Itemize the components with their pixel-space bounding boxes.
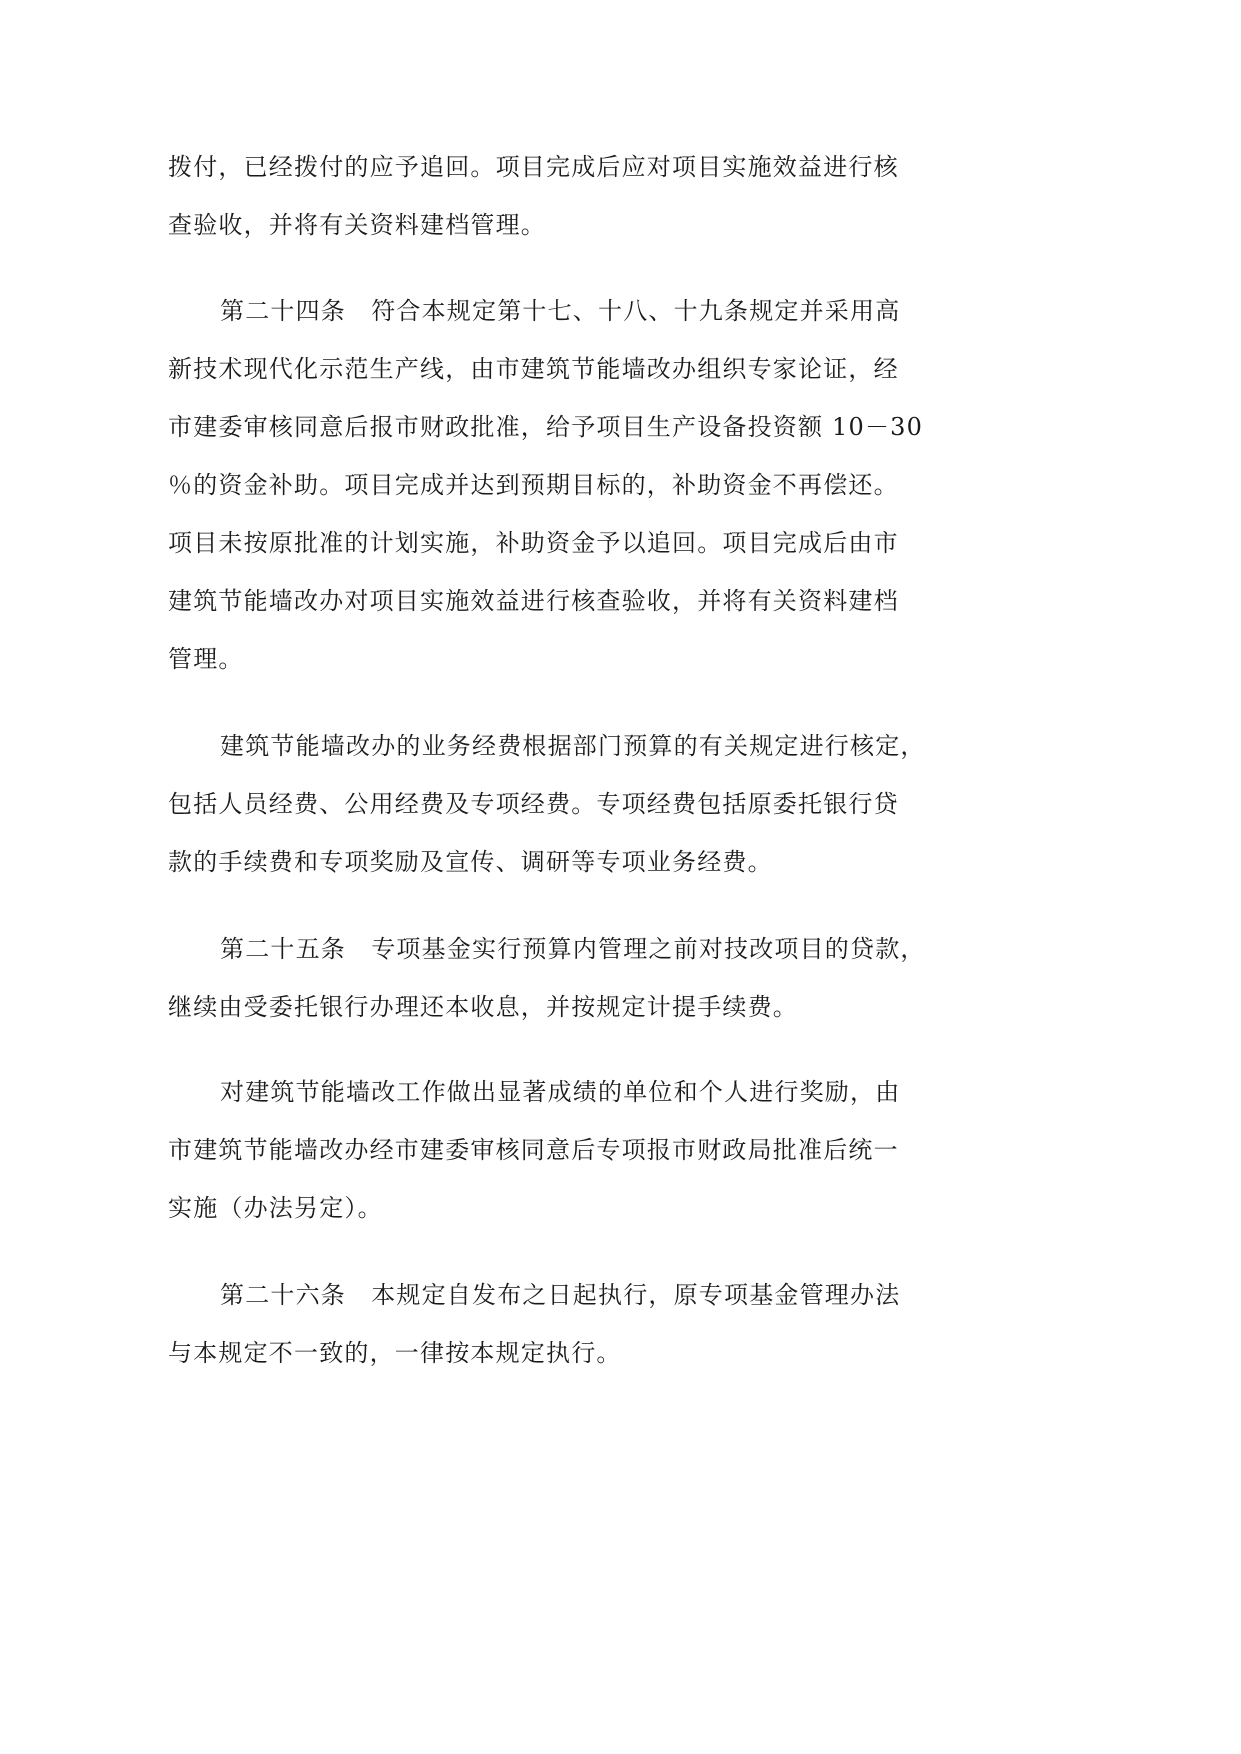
text-line: 继续由受委托银行办理还本收息，并按规定计提手续费。 [168,993,798,1021]
text-line: 市建筑节能墙改办经市建委审核同意后专项报市财政局批准后统一 [168,1136,899,1164]
text-line: 建筑节能墙改办的业务经费根据部门预算的有关规定进行核定， [220,732,926,760]
article-26-paragraph [168,1266,948,1382]
article-24-paragraph [168,282,948,688]
text-line: 查验收，并将有关资料建档管理。 [168,211,546,239]
text-line: 建筑节能墙改办对项目实施效益进行核查验收，并将有关资料建档 [168,587,899,615]
reward-paragraph [168,1063,948,1237]
text-line: 第二十四条 符合本规定第十七、十八、十九条规定并采用高 [220,297,901,325]
text-line: 第二十六条 本规定自发布之日起执行，原专项基金管理办法 [220,1281,901,1309]
text-line: 对建筑节能墙改工作做出显著成绩的单位和个人进行奖励，由 [220,1078,901,1106]
text-line: 新技术现代化示范生产线，由市建筑节能墙改办组织专家论证，经 [168,355,899,383]
text-line: 项目未按原批准的计划实施，补助资金予以追回。项目完成后由市 [168,529,899,557]
paragraph-continuation [168,138,948,254]
text-line: 市建委审核同意后报市财政批准，给予项目生产设备投资额 10－30 [168,413,924,441]
text-line: 款的手续费和专项奖励及宣传、调研等专项业务经费。 [168,848,773,876]
text-line: 第二十五条 专项基金实行预算内管理之前对技改项目的贷款， [220,935,926,963]
text-line: 拨付，已经拨付的应予追回。项目完成后应对项目实施效益进行核 [168,153,899,181]
article-25-paragraph [168,920,948,1036]
text-line: 实施（办法另定）。 [168,1194,383,1222]
funding-paragraph [168,717,948,891]
text-line: 与本规定不一致的，一律按本规定执行。 [168,1339,622,1367]
text-line: 包括人员经费、公用经费及专项经费。专项经费包括原委托银行贷 [168,790,899,818]
text-line: ％的资金补助。项目完成并达到预期目标的，补助资金不再偿还。 [168,471,899,499]
text-line: 管理。 [168,645,244,673]
